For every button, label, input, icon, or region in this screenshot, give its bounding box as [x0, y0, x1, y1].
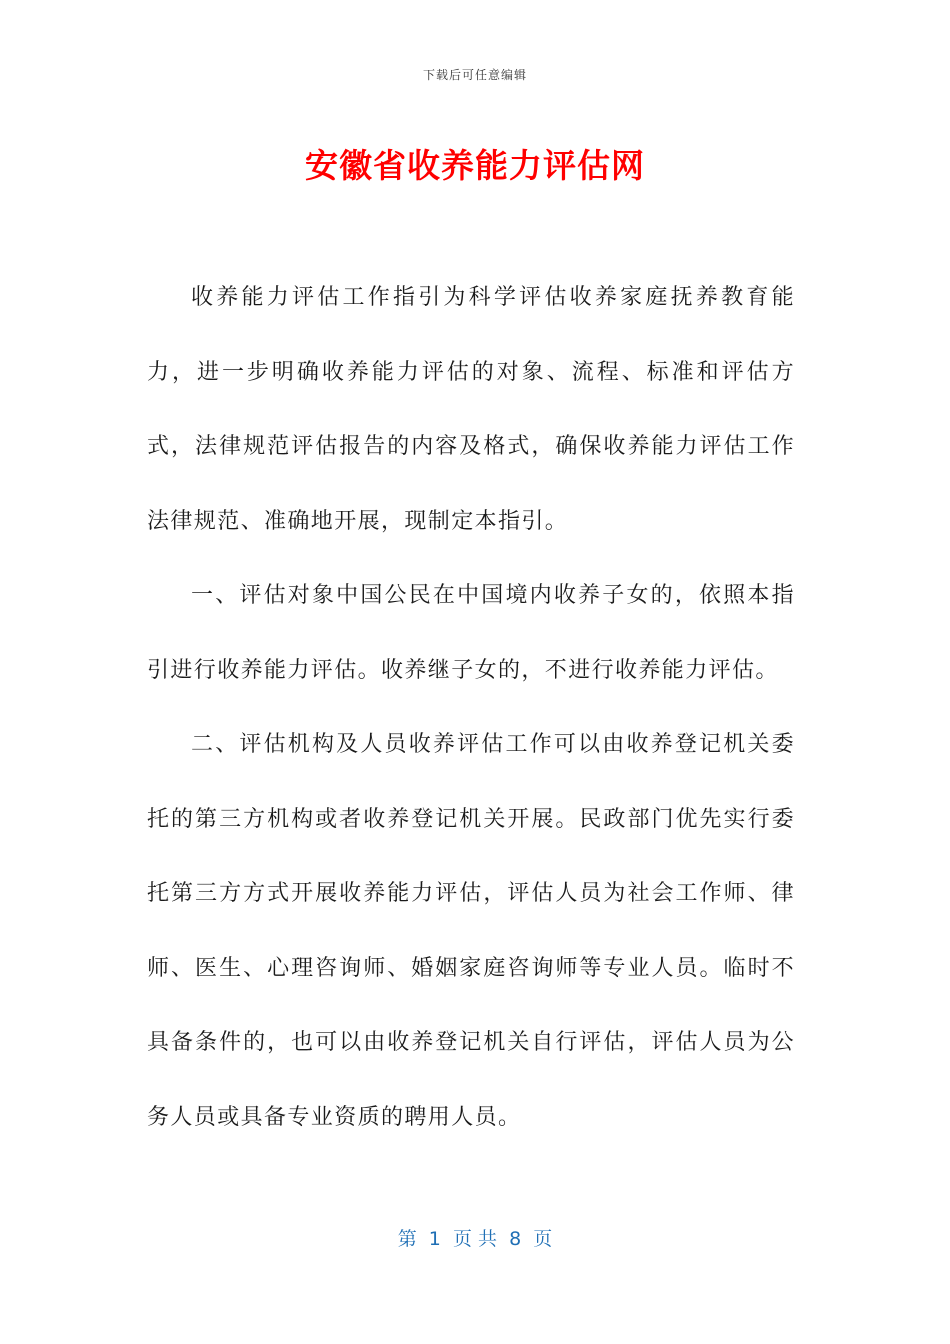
- paragraph-intro: 收养能力评估工作指引为科学评估收养家庭抚养教育能力，进一步明确收养能力评估的对象、流程、标准和评估方式，法律规范评估报告的内容及格式，确保收养能力评估工作法律规范、准确地开展，现制定本指引。: [147, 285, 795, 534]
- document-body: [147, 261, 795, 1155]
- page-number-footer: [0, 1224, 950, 1251]
- header-note: 下载后可任意编辑: [422, 68, 527, 82]
- document-title: 安徽省收养能力评估网: [305, 146, 645, 185]
- page-number-text: 第 1 页 共 8 页: [397, 1228, 553, 1250]
- paragraph-section-2: 二、评估机构及人员收养评估工作可以由收养登记机关委托的第三方机构或者收养登记机关开展。民政部门优先实行委托第三方方式开展收养能力评估，评估人员为社会工作师、律师、医生、心理咨询师、婚姻家庭咨询师等专业人员。临时不具备条件的，也可以由收养登记机关自行评估，评估人员为公务人员或具备专业资质的聘用人员。: [147, 732, 795, 1130]
- paragraph-section-1: 一、评估对象中国公民在中国境内收养子女的，依照本指引进行收养能力评估。收养继子女的，不进行收养能力评估。: [147, 583, 795, 683]
